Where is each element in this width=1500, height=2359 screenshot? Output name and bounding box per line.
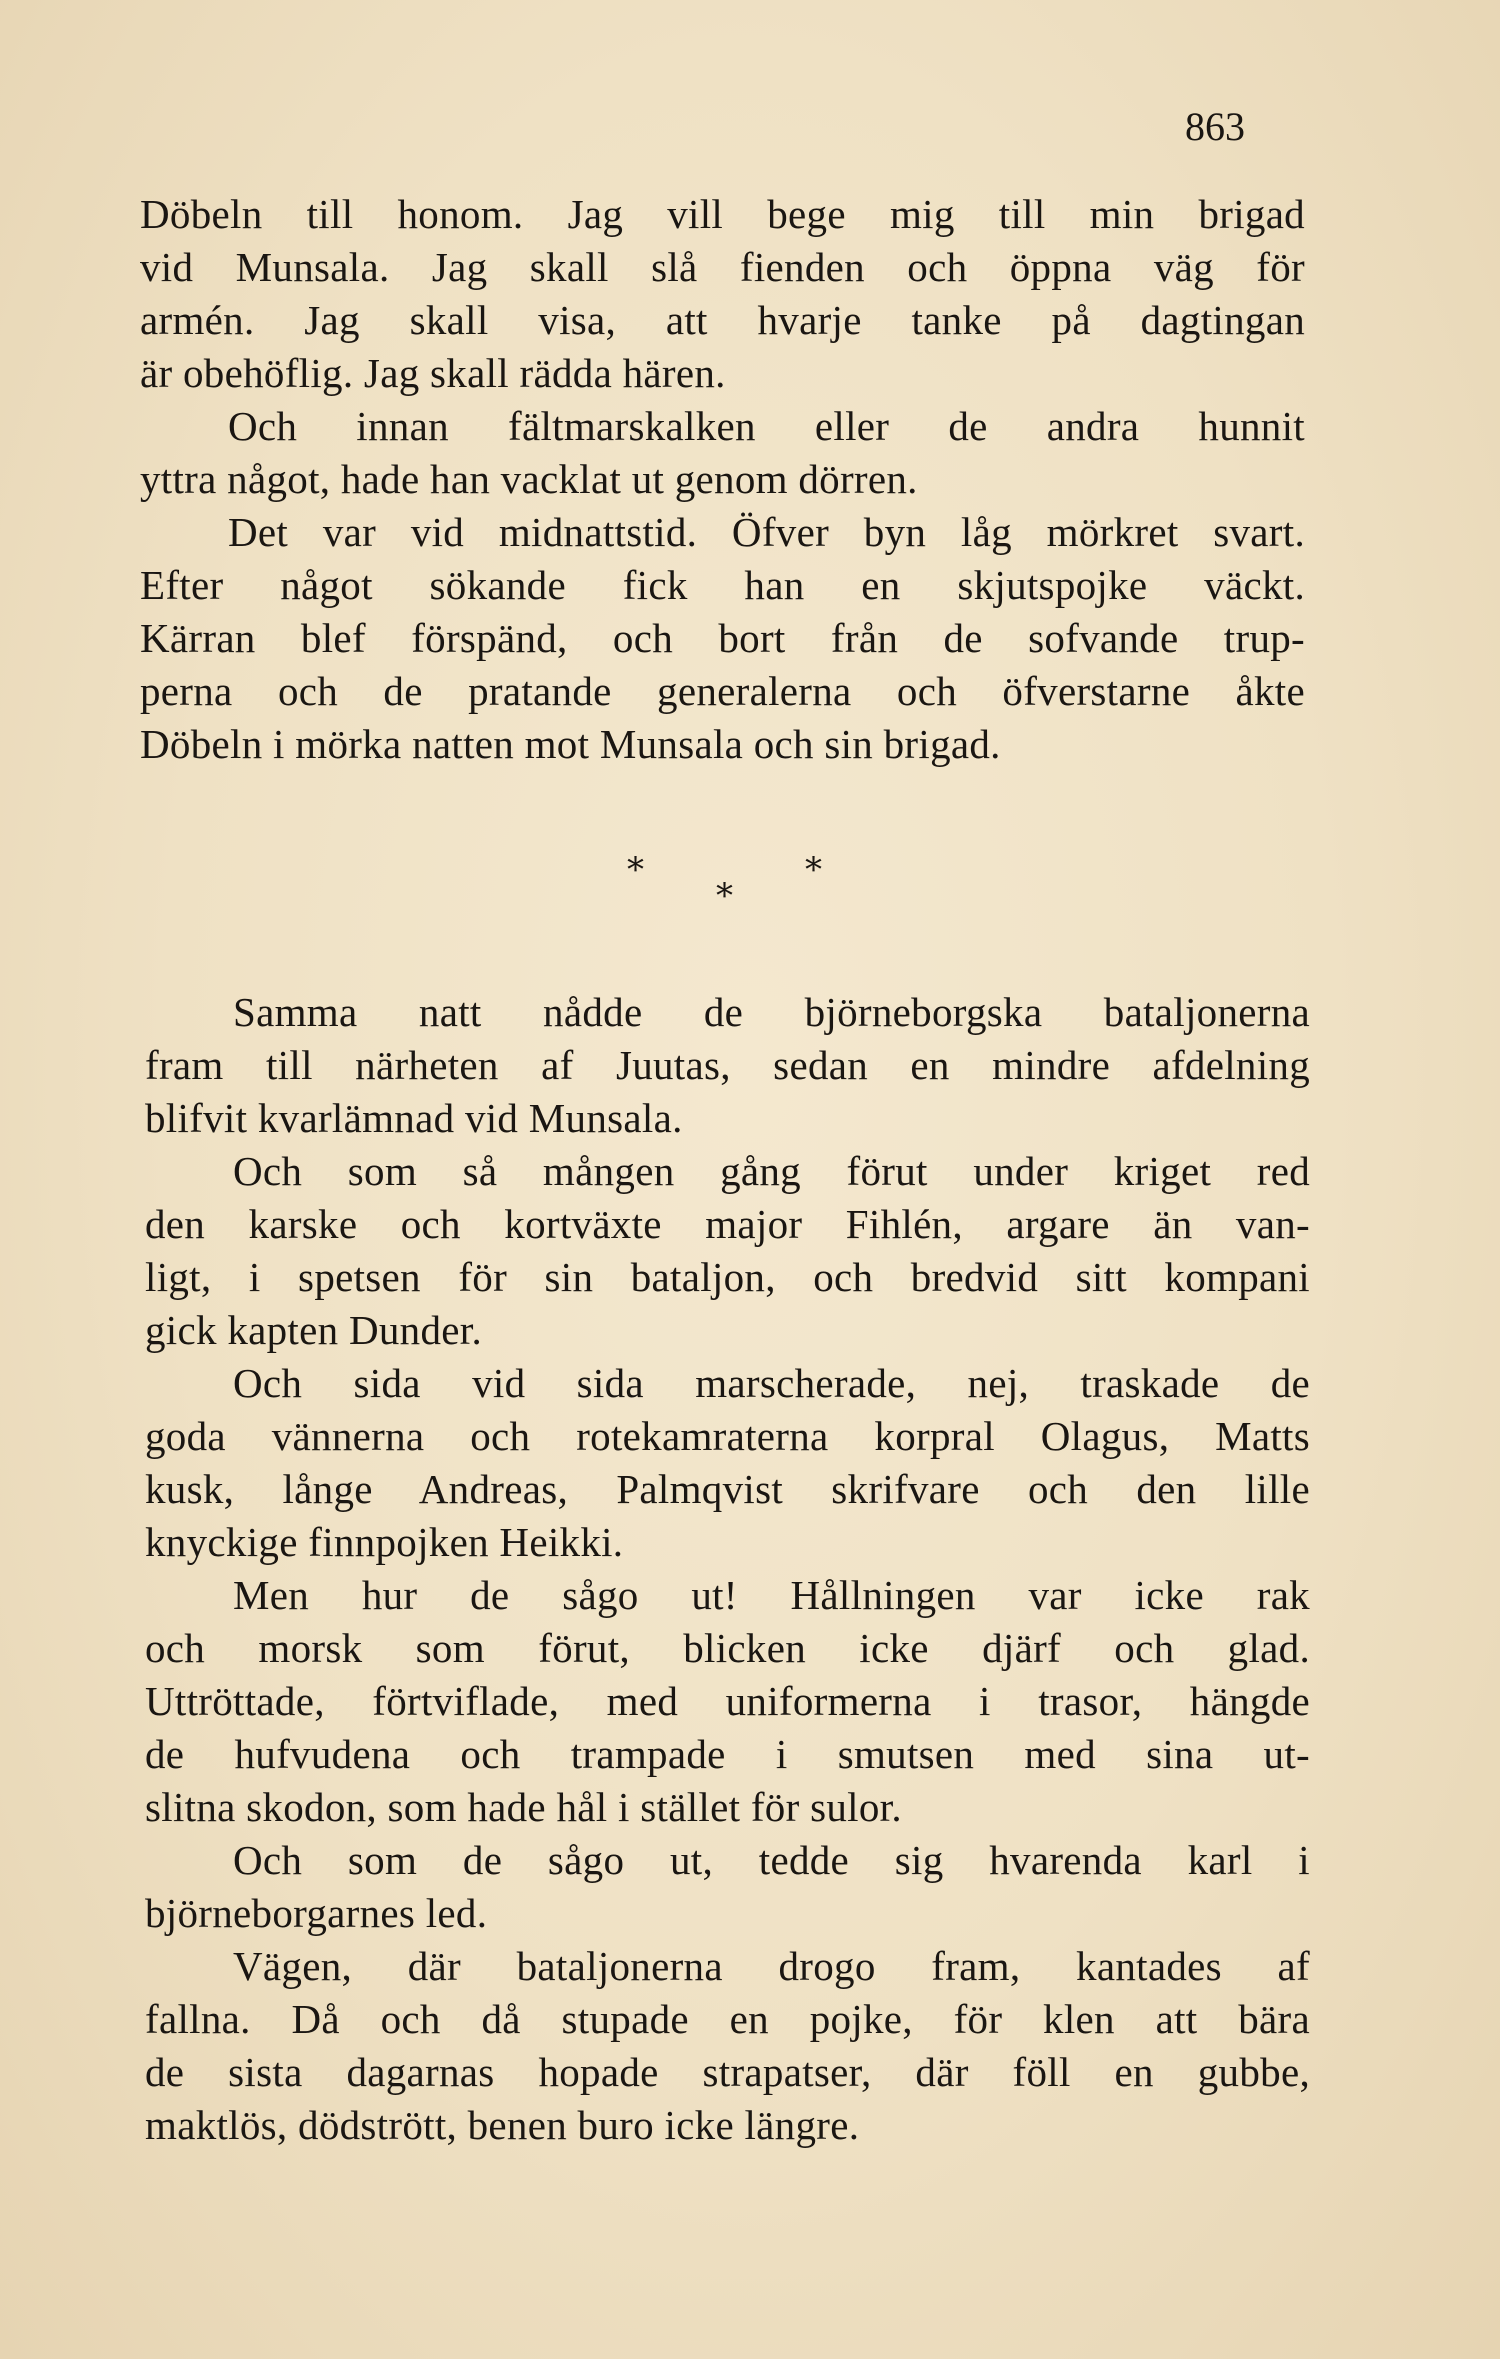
text-line: Döbeln till honom. Jag vill bege mig till min brigad (140, 191, 1305, 237)
text-line: kusk, långe Andreas, Palmqvist skrifvare och den lille (145, 1466, 1310, 1512)
text-line: Och som de sågo ut, tedde sig hvarenda karl i (233, 1837, 1310, 1883)
text-line: Samma natt nådde de björneborgska bataljonerna (233, 989, 1310, 1035)
text-line: gick kapten Dunder. (145, 1307, 483, 1353)
paragraph (145, 1145, 1310, 1357)
text-line: perna och de pratande generalerna och öfverstarne åkte (140, 668, 1305, 714)
text-block-bottom (145, 986, 1310, 2152)
paragraph (145, 1569, 1310, 1834)
text-line: goda vännerna och rotekamraterna korpral Olagus, Matts (145, 1413, 1310, 1459)
paragraph (145, 1940, 1310, 2152)
text-line: slitna skodon, som hade hål i stället för sulor. (145, 1784, 902, 1830)
text-line: knyckige finnpojken Heikki. (145, 1519, 624, 1565)
text-line: Och innan fältmarskalken eller de andra hunnit (228, 403, 1305, 449)
text-line: armén. Jag skall visa, att hvarje tanke på dagtingan (140, 297, 1305, 343)
text-line: ligt, i spetsen för sin bataljon, och bredvid sitt kompani (145, 1254, 1310, 1300)
text-line: maktlös, dödstrött, benen buro icke längre. (145, 2102, 860, 2148)
paragraph (145, 986, 1310, 1145)
text-line: är obehöflig. Jag skall rädda hären. (140, 350, 726, 396)
text-line: Kärran blef förspänd, och bort från de sofvande trup- (140, 615, 1305, 661)
asterisk: * (805, 850, 822, 890)
text-line: björneborgarnes led. (145, 1890, 488, 1936)
section-separator (0, 850, 1500, 916)
text-line: yttra något, hade han vacklat ut genom dörren. (140, 456, 918, 502)
text-line: Döbeln i mörka natten mot Munsala och sin brigad. (140, 721, 1001, 767)
text-line: Men hur de sågo ut! Hållningen var icke rak (233, 1572, 1310, 1618)
text-line: fallna. Då och då stupade en pojke, för klen att bära (145, 1996, 1310, 2042)
text-line: den karske och kortväxte major Fihlén, argare än van- (145, 1201, 1310, 1247)
paragraph (140, 400, 1305, 506)
text-line: vid Munsala. Jag skall slå fienden och öppna väg för (140, 244, 1305, 290)
text-line: Vägen, där bataljonerna drogo fram, kantades af (233, 1943, 1310, 1989)
text-line: Och som så mången gång förut under kriget red (233, 1148, 1310, 1194)
text-block-top (140, 188, 1305, 771)
asterisk: * (716, 876, 733, 916)
paragraph (145, 1834, 1310, 1940)
text-line: och morsk som förut, blicken icke djärf och glad. (145, 1625, 1310, 1671)
asterisk: * (627, 850, 644, 890)
paragraph (145, 1357, 1310, 1569)
text-line: Och sida vid sida marscherade, nej, traskade de (233, 1360, 1310, 1406)
paragraph (140, 188, 1305, 400)
text-line: fram till närheten af Juutas, sedan en mindre afdelning (145, 1042, 1310, 1088)
paragraph (140, 506, 1305, 771)
text-line: Det var vid midnattstid. Öfver byn låg mörkret svart. (228, 509, 1305, 555)
text-line: de sista dagarnas hopade strapatser, där föll en gubbe, (145, 2049, 1310, 2095)
text-line: blifvit kvarlämnad vid Munsala. (145, 1095, 683, 1141)
text-line: de hufvudena och trampade i smutsen med sina ut- (145, 1731, 1310, 1777)
text-line: Efter något sökande fick han en skjutspojke väckt. (140, 562, 1305, 608)
page-number: 863 (1185, 104, 1245, 149)
text-line: Uttröttade, förtviflade, med uniformerna i trasor, hängde (145, 1678, 1310, 1724)
